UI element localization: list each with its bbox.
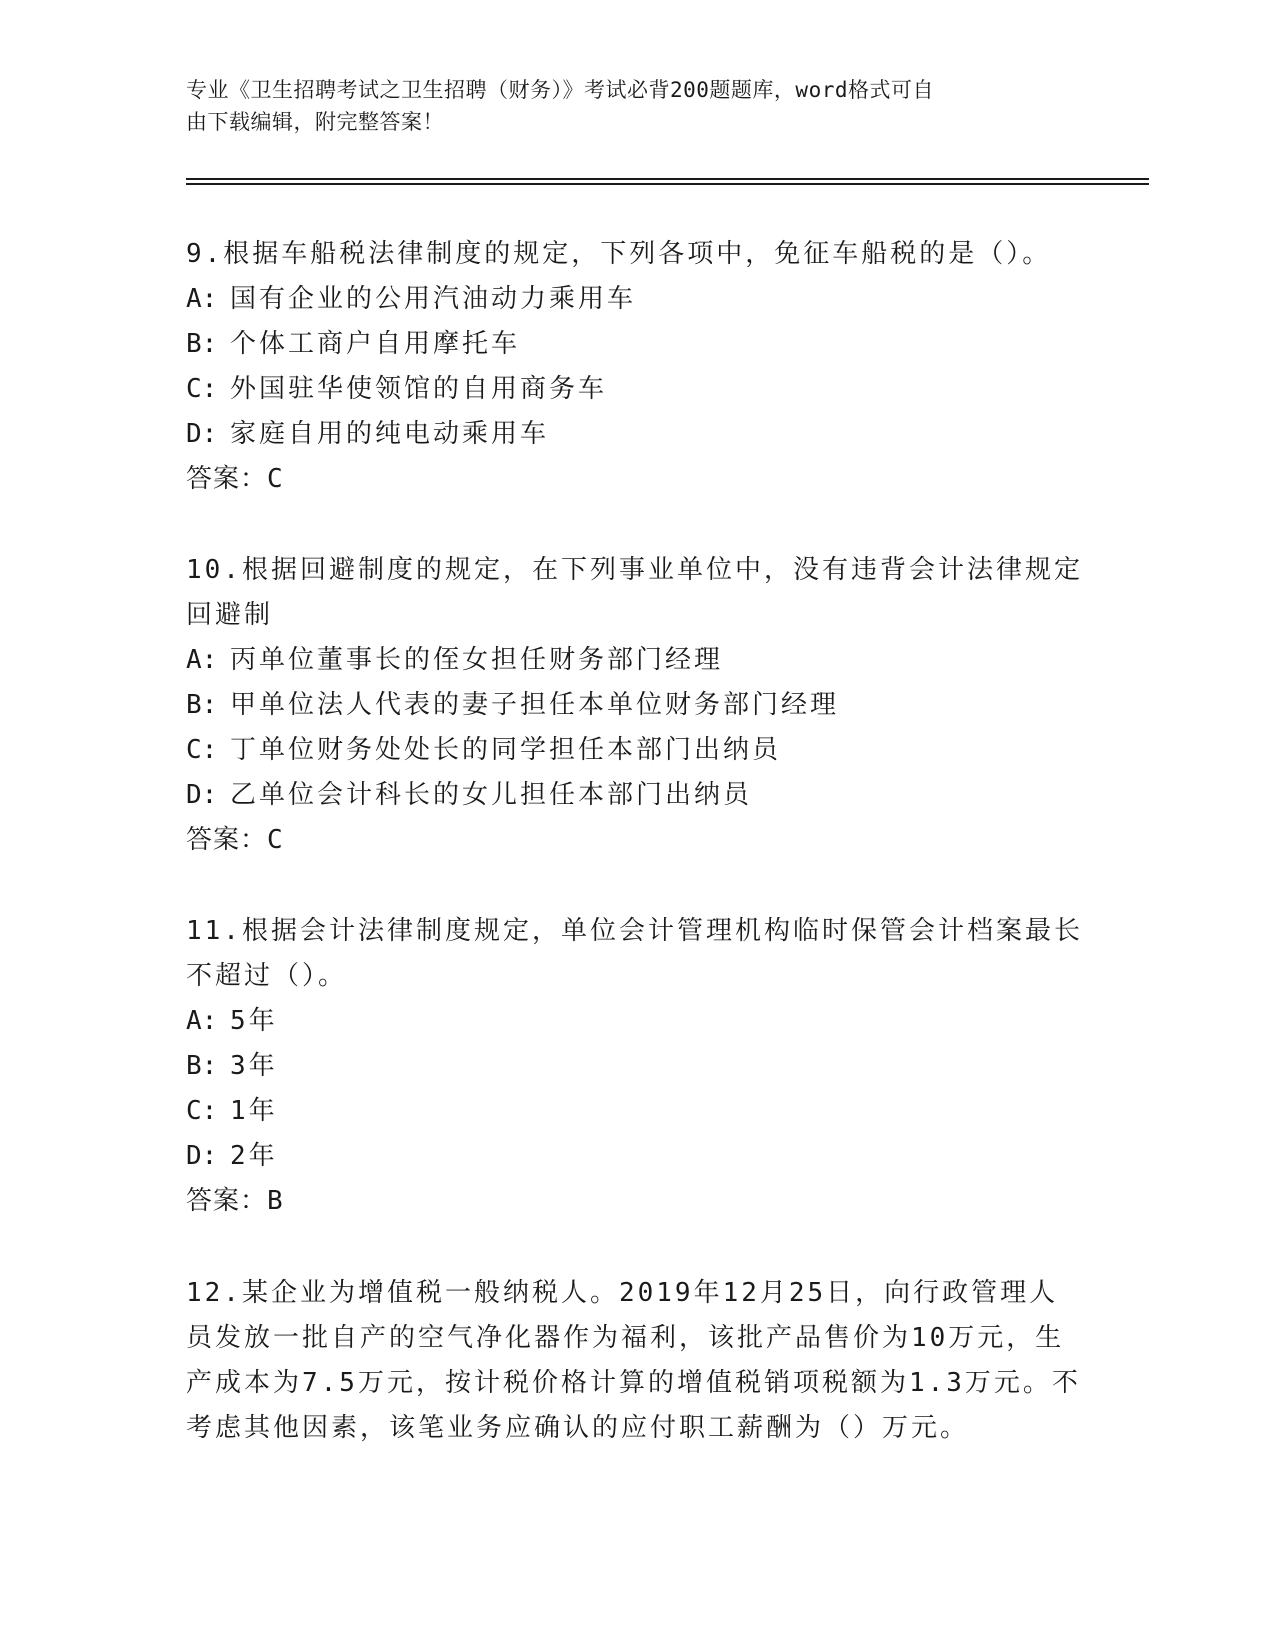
option-c — [186, 367, 1086, 412]
option-letter: D: — [186, 780, 218, 810]
option-text: 3年 — [230, 1051, 278, 1081]
option-letter: C: — [186, 735, 218, 765]
question-text: 12.某企业为增值税一般纳税人。2019年12月25日，向行政管理人员发放一批自产的空气净化器作为福利，该批产品售价为10万元，生产成本为7.5万元，按计税价格计算的增值税销项税额为1.3万元。不考虑其他因素，该笔业务应确认的应付职工薪酬为（）万元。 — [186, 1278, 1081, 1443]
answer: 答案：C — [186, 825, 284, 855]
option-text: 个体工商户自用摩托车 — [230, 329, 521, 359]
option-text: 家庭自用的纯电动乘用车 — [230, 419, 550, 449]
option-letter: C: — [186, 374, 218, 404]
header-line-1: 专业《卫生招聘考试之卫生招聘（财务）》考试必背200题题库，word格式可自 — [186, 78, 934, 102]
option-text: 乙单位会计科长的女儿担任本部门出纳员 — [230, 780, 753, 810]
answer: 答案：B — [186, 1186, 284, 1216]
answer: 答案：C — [186, 464, 284, 494]
option-letter: A: — [186, 284, 218, 314]
header-divider-bottom — [186, 183, 1149, 185]
header-line-2: 由下载编辑，附完整答案！ — [186, 110, 444, 134]
option-text: 甲单位法人代表的妻子担任本单位财务部门经理 — [230, 690, 840, 720]
question-text: 9.根据车船税法律制度的规定，下列各项中，免征车船税的是（）。 — [186, 239, 1052, 269]
option-d — [186, 773, 1086, 818]
option-a — [186, 277, 1086, 322]
question-11 — [186, 909, 1086, 1224]
option-b — [186, 322, 1086, 367]
header-divider-top — [186, 178, 1149, 180]
document-header — [186, 74, 1066, 138]
option-text: 外国驻华使领馆的自用商务车 — [230, 374, 608, 404]
option-letter: B: — [186, 329, 218, 359]
option-text: 国有企业的公用汽油动力乘用车 — [230, 284, 637, 314]
option-letter: B: — [186, 690, 218, 720]
option-letter: A: — [186, 1006, 218, 1036]
option-c — [186, 1089, 1086, 1134]
option-text: 丁单位财务处处长的同学担任本部门出纳员 — [230, 735, 782, 765]
question-12 — [186, 1271, 1086, 1451]
option-a — [186, 638, 1086, 683]
question-text: 11.根据会计法律制度规定，单位会计管理机构临时保管会计档案最长不超过（）。 — [186, 916, 1083, 991]
question-10 — [186, 548, 1086, 863]
option-text: 2年 — [230, 1141, 278, 1171]
option-d — [186, 1134, 1086, 1179]
option-letter: C: — [186, 1096, 218, 1126]
option-c — [186, 728, 1086, 773]
option-d — [186, 412, 1086, 457]
option-b — [186, 1044, 1086, 1089]
question-text: 10.根据回避制度的规定，在下列事业单位中，没有违背会计法律规定回避制 — [186, 555, 1083, 630]
option-text: 5年 — [230, 1006, 278, 1036]
option-letter: D: — [186, 419, 218, 449]
option-text: 丙单位董事长的侄女担任财务部门经理 — [230, 645, 724, 675]
option-letter: A: — [186, 645, 218, 675]
option-letter: D: — [186, 1141, 218, 1171]
option-b — [186, 683, 1086, 728]
option-text: 1年 — [230, 1096, 278, 1126]
option-a — [186, 999, 1086, 1044]
option-letter: B: — [186, 1051, 218, 1081]
question-9 — [186, 232, 1086, 502]
